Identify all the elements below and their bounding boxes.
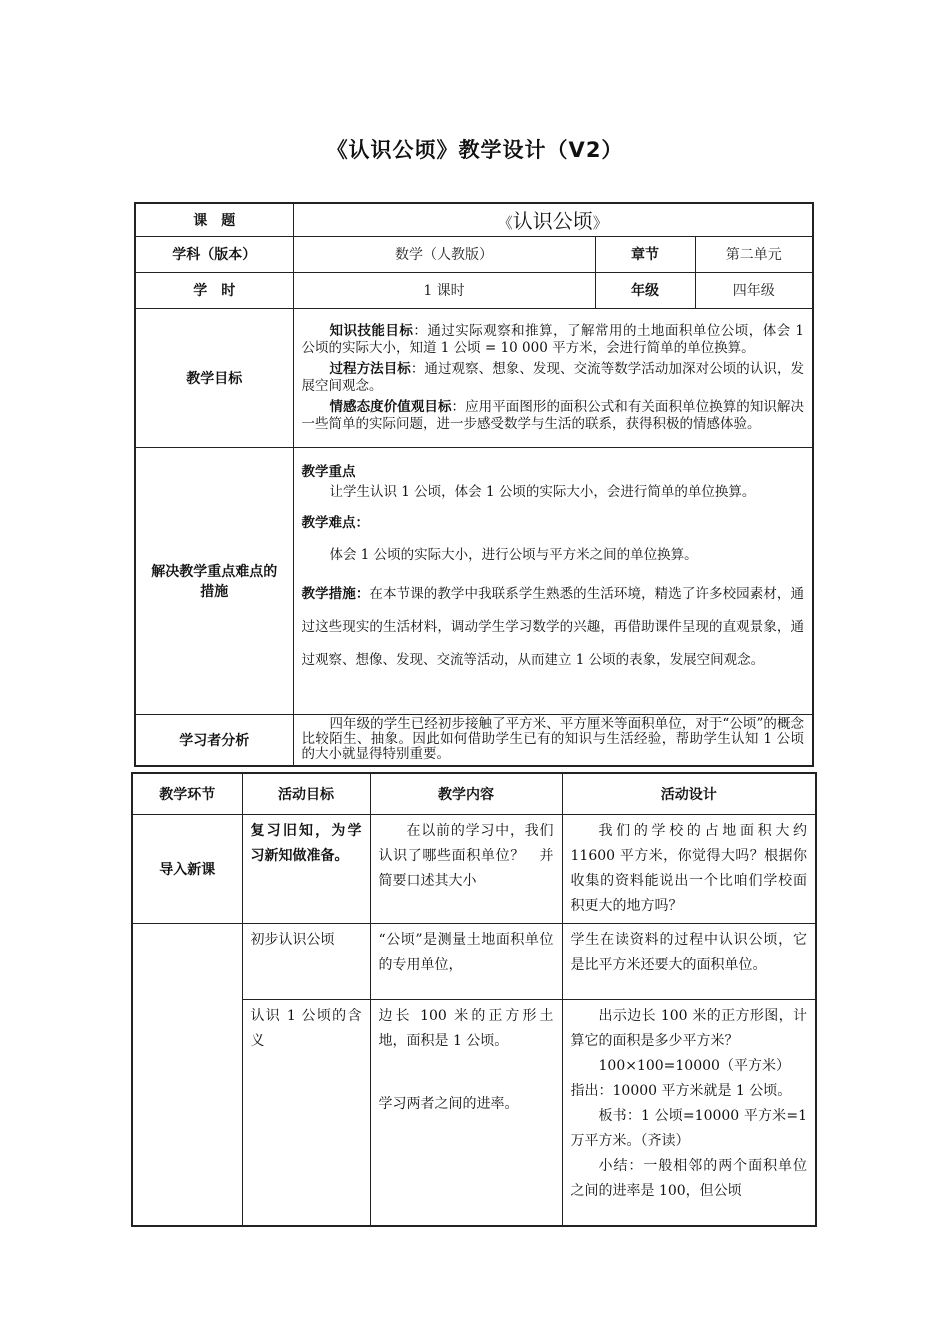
info-table bbox=[134, 202, 814, 767]
content-meaning-1: 边长 100 米的正方形土地，面积是 1 公顷。 bbox=[378, 1008, 554, 1049]
design-meaning-3: 指出：10000 平方米就是 1 公顷。 bbox=[570, 1083, 792, 1099]
topic-label: 课 题 bbox=[135, 203, 293, 236]
stage-new-blank bbox=[132, 924, 242, 1226]
chapter-value: 第二单元 bbox=[695, 236, 813, 272]
topic-value-cell bbox=[293, 203, 813, 236]
row-goals bbox=[135, 308, 813, 447]
subject-value: 数学（人教版） bbox=[293, 236, 595, 272]
design-meaning-2: 100×100=10000（平方米） bbox=[598, 1058, 790, 1074]
goal-process-title: 过程方法目标 bbox=[329, 360, 411, 377]
difficult-point-title: 教学难点： bbox=[301, 514, 369, 531]
hours-value: 1 课时 bbox=[293, 272, 595, 308]
content-review: 在以前的学习中，我们认识了哪些面积单位？ 并简要口述其大小 bbox=[370, 815, 562, 924]
goal-emotion bbox=[294, 397, 813, 435]
topic-value: 认识公顷 bbox=[512, 209, 593, 234]
process-header-row bbox=[132, 773, 816, 815]
design-meaning-1: 出示边长 100 米的正方形图，计算它的面积是多少平方米？ bbox=[570, 1008, 807, 1049]
goal-process-text: ：通过观察、想象、发现、交流等数学活动加深对公顷的认识，发展空间观念。 bbox=[301, 360, 805, 394]
goal-initial: 初步认识公顷 bbox=[242, 924, 370, 1000]
header-stage: 教学环节 bbox=[132, 773, 242, 815]
design-review: 我们的学校的占地面积大约 11600 平方米，你觉得大吗？根据你收集的资料能说出一个比咱们学校面积更大的地方吗？ bbox=[562, 815, 816, 924]
goals-content bbox=[293, 308, 813, 447]
process-table bbox=[131, 772, 817, 1227]
header-content: 教学内容 bbox=[370, 773, 562, 815]
stage-intro: 导入新课 bbox=[132, 815, 242, 924]
difficult-point-text: 体会 1 公顷的实际大小，进行公顷与平方米之间的单位换算。 bbox=[329, 546, 698, 563]
teaching-measures-text: 在本节课的教学中我联系学生熟悉的生活环境，精选了许多校园素材，通过这些现实的生活材料，调动学生学习数学的兴趣，再借助课件呈现的直观景象，通过观察、想像、发现、交流等活动，从而建立 1 公顷的表象，发展空间观念。 bbox=[301, 585, 805, 668]
grade-value: 四年级 bbox=[695, 272, 813, 308]
goal-emotion-title: 情感态度价值观目标 bbox=[329, 398, 452, 415]
goal-knowledge-text: ：通过实际观察和推算，了解常用的土地面积单位公顷，体会 1 公顷的实际大小，知道 1 公顷 = 10 000 平方米，会进行简单的单位换算。 bbox=[301, 322, 805, 356]
goal-knowledge bbox=[294, 321, 813, 359]
chapter-label: 章节 bbox=[595, 236, 695, 272]
key-point-title: 教学重点 bbox=[301, 463, 356, 480]
design-initial: 学生在读资料的过程中认识公顷，它是比平方米还要大的面积单位。 bbox=[562, 924, 816, 1000]
document-title: 《认识公顷》教学设计（V2） bbox=[326, 138, 624, 162]
row-topic bbox=[135, 203, 813, 236]
teaching-measures-title: 教学措施： bbox=[301, 585, 370, 602]
header-design: 活动设计 bbox=[562, 773, 816, 815]
content-meaning-2: 学习两者之间的进率。 bbox=[378, 1096, 519, 1112]
key-point-text: 让学生认识 1 公顷，体会 1 公顷的实际大小，会进行简单的单位换算。 bbox=[329, 483, 756, 500]
hours-label: 学 时 bbox=[135, 272, 293, 308]
row-hours bbox=[135, 272, 813, 308]
row-subject bbox=[135, 236, 813, 272]
goal-process bbox=[294, 359, 813, 397]
grade-label: 年级 bbox=[595, 272, 695, 308]
process-row-intro bbox=[132, 815, 816, 924]
design-meaning-4: 板书：1 公顷=10000 平方米=1 万平方米。（齐读） bbox=[570, 1108, 807, 1149]
goal-review: 复习旧知，为学习新知做准备。 bbox=[242, 815, 370, 924]
goal-emotion-text: ：应用平面图形的面积公式和有关面积单位换算的知识解决一些简单的实际问题，进一步感受数学与生活的联系，获得积极的情感体验。 bbox=[301, 398, 805, 432]
row-measures bbox=[135, 447, 813, 714]
content-initial: “公顷”是测量土地面积单位的专用单位， bbox=[370, 924, 562, 1000]
topic-close-bracket: 》 bbox=[592, 214, 608, 233]
measures-content bbox=[293, 447, 813, 714]
process-row-initial bbox=[132, 924, 816, 1000]
goals-label: 教学目标 bbox=[135, 308, 293, 447]
measures-label: 解决教学重点难点的措施 bbox=[135, 447, 293, 714]
goal-knowledge-title: 知识技能目标 bbox=[329, 322, 414, 339]
subject-label: 学科（版本） bbox=[135, 236, 293, 272]
teaching-measures bbox=[302, 578, 805, 677]
learner-text: 四年级的学生已经初步接触了平方米、平方厘米等面积单位，对于“公顷”的概念比较陌生、抽象。因此如何借助学生已有的知识与生活经验，帮助学生认知 1 公顷的大小就显得特别重要。 bbox=[293, 714, 813, 766]
goal-meaning: 认识 1 公顷的含义 bbox=[242, 1000, 370, 1226]
topic-open-bracket: 《 bbox=[497, 214, 513, 233]
design-meaning bbox=[562, 1000, 816, 1226]
content-meaning bbox=[370, 1000, 562, 1226]
header-goal: 活动目标 bbox=[242, 773, 370, 815]
row-learner bbox=[135, 714, 813, 766]
design-meaning-5: 小结：一般相邻的两个面积单位之间的进率是 100，但公顷 bbox=[570, 1158, 807, 1199]
learner-label: 学习者分析 bbox=[135, 714, 293, 766]
